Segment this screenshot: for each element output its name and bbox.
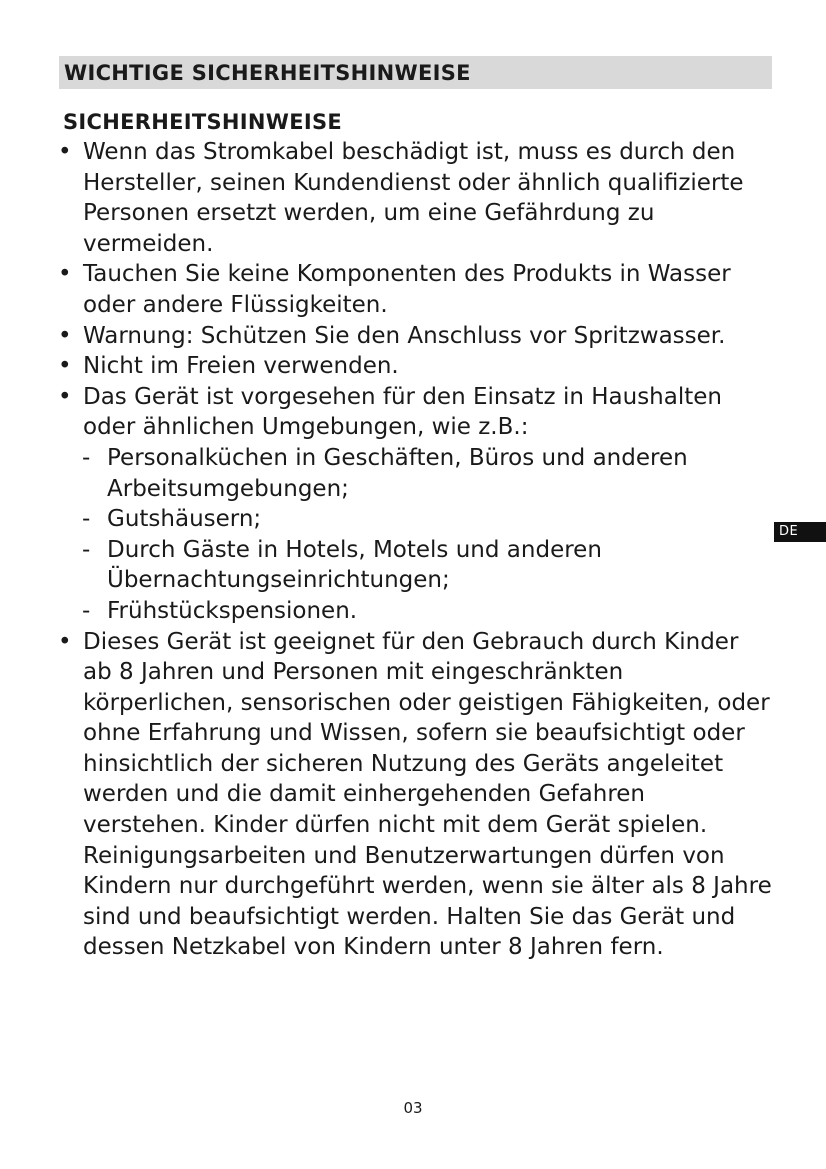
list-item [58,137,773,259]
bullet-marker: • [58,353,72,380]
sub-list-item [58,535,773,596]
dash-marker: - [82,506,91,533]
header-bar [59,56,772,89]
list-item [58,382,773,443]
list-item [58,259,773,320]
section-title: SICHERHEITSHINWEISE [63,110,343,134]
sub-list-item-text: Gutshäusern; [107,506,262,533]
sub-list-item [58,596,773,627]
dash-marker: - [82,444,91,471]
bullet-marker: • [58,322,72,349]
bullet-marker: • [58,261,72,288]
list-item-text: Tauchen Sie keine Komponenten des Produkts in Wasser oder andere Flüssigkeiten. [83,261,731,318]
list-item-text: Warnung: Schützen Sie den Anschluss vor Spritzwasser. [83,322,726,349]
list-item-text: Dieses Gerät ist geeignet für den Gebrauch durch Kinder ab 8 Jahren und Personen mit eingeschränkten körperlichen, sensorischen oder geistigen Fähigkeiten, oder ohne Erfahrung und Wissen, sofern sie beaufsichtigt oder hinsichtlich der sicheren Nutzung des Geräts angeleitet werden und die damit einhergehenden Gefahren verstehen. Kinder dürfen nicht mit dem Gerät spielen. Reinigungsarbeiten und Benutzerwartungen dürfen von Kindern nur durchgeführt werden, wenn sie älter als 8 Jahre sind und beaufsichtigt werden. Halten Sie das Gerät und dessen Netzkabel von Kindern unter 8 Jahren fern. [83,628,772,961]
dash-marker: - [82,597,91,624]
bullet-marker: • [58,139,72,165]
list-item [58,351,773,382]
language-tab [774,522,826,542]
sub-list-item [58,504,773,535]
list-item [58,627,773,964]
sub-list-item-text: Personalküchen in Geschäften, Büros und anderen Arbeitsumgebungen; [107,444,688,502]
language-tab-label: DE [779,524,799,539]
safety-list [58,137,773,963]
dash-marker: - [82,536,91,563]
sub-list-item [58,443,773,504]
header-title: WICHTIGE SICHERHEITSHINWEISE [64,61,471,85]
sub-list-item-text: Frühstückspensionen. [107,597,358,624]
list-item-text: Nicht im Freien verwenden. [83,353,399,380]
page-number: 03 [403,1099,423,1117]
sub-list-item-text: Durch Gäste in Hotels, Motels und anderen Übernachtungseinrichtungen; [107,536,602,594]
bullet-marker: • [58,383,72,410]
list-item-text: Wenn das Stromkabel beschädigt ist, muss es durch den Hersteller, seinen Kundendienst oder ähnlich qualifizierte Personen ersetzt werden, um eine Gefährdung zu vermeiden. [83,139,744,257]
list-item [58,321,773,352]
bullet-marker: • [58,628,72,655]
list-item-text: Das Gerät ist vorgesehen für den Einsatz in Haushalten oder ähnlichen Umgebungen, wie z.B.: [83,383,722,441]
